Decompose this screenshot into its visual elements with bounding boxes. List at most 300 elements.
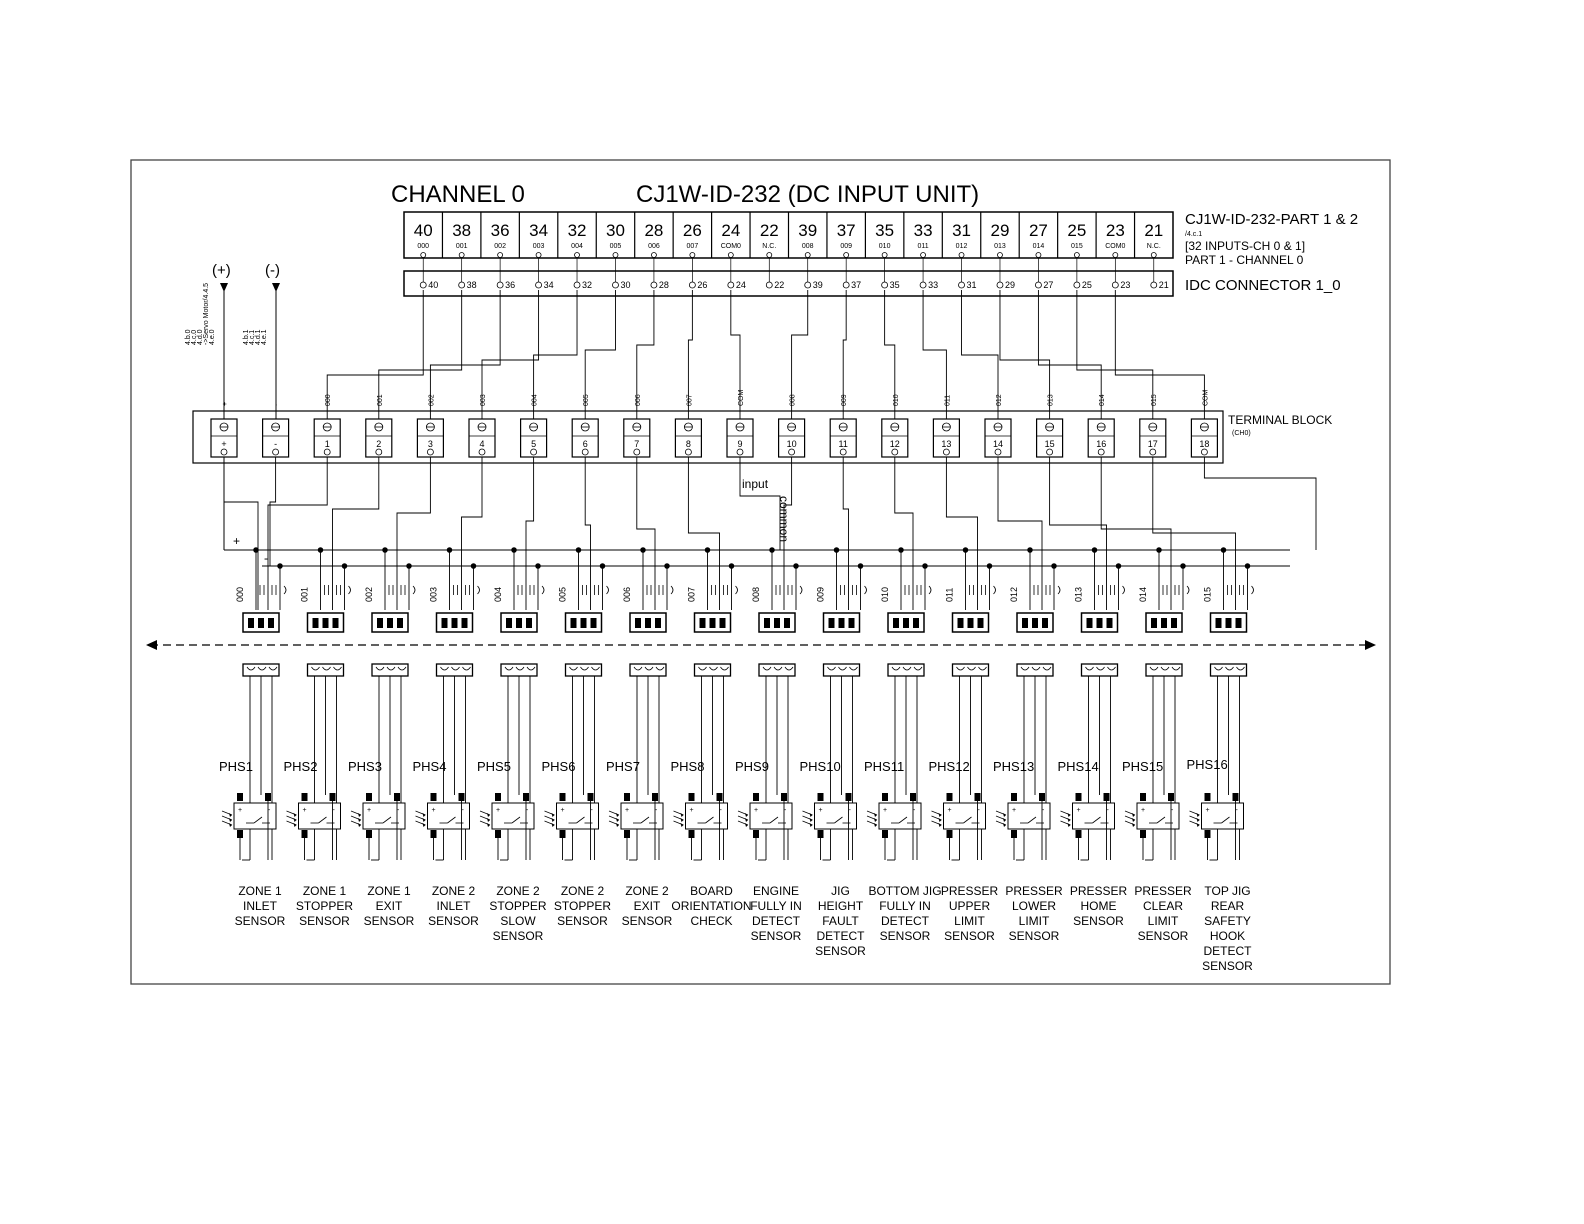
sensor-terminal: [431, 793, 437, 801]
supply-plus-ref: 4.e.0: [209, 329, 216, 345]
sensor-terminal: [523, 793, 529, 801]
sensor-terminal: [560, 793, 566, 801]
idc-pins: [420, 258, 1169, 290]
idc-pin-contact: [1035, 282, 1041, 288]
sensor-tag: PHS1: [219, 759, 253, 774]
idc-pin-number: 32: [582, 280, 593, 290]
sensor-name-line: SENSOR: [428, 914, 479, 928]
terminal: [779, 419, 805, 457]
sensor-terminal: [689, 830, 695, 838]
light-arrow-icon: [487, 813, 490, 817]
plug-address-label: 009: [815, 586, 826, 602]
unit-pin-number: 30: [606, 221, 625, 240]
sensor-tag: PHS2: [283, 759, 318, 774]
bus-junction: [794, 564, 799, 569]
light-arrow-icon: [1132, 813, 1135, 817]
idc-pin-contact: [805, 282, 811, 288]
plug-pin: [710, 618, 716, 628]
idc-pin-number: 37: [851, 280, 862, 290]
bus-junction: [729, 564, 734, 569]
terminal-top-label: 007: [686, 394, 694, 406]
terminals: [211, 390, 1217, 458]
sensor-polarity: -: [719, 807, 722, 814]
light-arrow-icon: [229, 823, 232, 827]
sensor-terminal: [947, 793, 953, 801]
sensor-polarity: -: [1042, 807, 1045, 814]
plug-pin: [1032, 618, 1038, 628]
sensor-terminal: [366, 793, 372, 801]
terminal: [830, 419, 856, 457]
sensor-terminal: [1205, 830, 1211, 838]
supply-plus-label: (+): [212, 262, 231, 279]
sensor-polarity: -: [655, 807, 658, 814]
unit-pin-code: 015: [1071, 243, 1083, 250]
plug-latch-icon: [413, 586, 415, 594]
unit-title: CJ1W-ID-232 (DC INPUT UNIT): [636, 181, 980, 208]
sensor-tag: PHS11: [864, 759, 905, 774]
terminal-number: 15: [1044, 439, 1055, 449]
unit-pin-contact: [536, 253, 541, 258]
terminal-block: [193, 411, 1223, 463]
plug-latch-icon: [800, 586, 802, 594]
plug-pin: [581, 618, 587, 628]
plug-address-label: 013: [1073, 586, 1084, 602]
bus-junction: [576, 548, 581, 553]
bus-junction: [536, 564, 541, 569]
light-arrow-icon: [423, 818, 426, 822]
plug-address-label: 000: [235, 586, 245, 602]
terminal-top-label: 012: [996, 394, 1003, 406]
note-input: input: [742, 477, 769, 491]
sensor-name-line: DETECT: [881, 914, 929, 928]
plug-pin: [958, 618, 964, 628]
unit-pin-number: 25: [1067, 221, 1087, 240]
sensor-name-line: HOME: [1080, 899, 1117, 913]
sensor-terminal: [495, 830, 501, 838]
light-arrow-icon: [681, 813, 684, 817]
bus-junction: [600, 564, 605, 569]
idc-pin-number: 23: [1120, 280, 1131, 290]
sensor-name-line: LIMIT: [954, 914, 985, 928]
sensor-name-line: CLEAR: [1142, 899, 1184, 913]
idc-pin-number: 26: [697, 280, 708, 290]
sensor-terminal: [394, 793, 400, 801]
terminal-number: 16: [1096, 439, 1107, 449]
unit-pin-number: 27: [1028, 221, 1048, 240]
bus-junction: [641, 548, 646, 553]
idc-connector: [404, 271, 1173, 296]
light-arrow-icon: [294, 813, 297, 817]
light-arrow-icon: [939, 818, 942, 822]
separator-right-arrow-icon: [1365, 640, 1376, 650]
unit-pin-code: COM0: [1105, 243, 1126, 250]
sensor-polarity: +: [431, 807, 436, 814]
plug-pin: [913, 618, 919, 628]
light-arrow-icon: [745, 813, 748, 817]
unit-pin-contact: [421, 253, 426, 258]
unit-pin-contact: [1151, 253, 1156, 258]
plug-latch-icon: [929, 586, 931, 594]
plug-pin: [700, 618, 706, 628]
terminal-number: -: [274, 439, 278, 449]
terminal-top-label: 014: [1099, 394, 1107, 406]
terminal: [521, 419, 547, 457]
unit-pin-code: 002: [494, 243, 506, 250]
unit-pin-code: 012: [955, 243, 968, 250]
sensor-name-line: SENSOR: [1073, 914, 1124, 928]
unit-pin-number: 23: [1105, 221, 1125, 240]
light-arrow-icon: [1003, 818, 1006, 822]
terminal-number: 9: [737, 439, 743, 449]
sensor-terminal: [1104, 793, 1110, 801]
plug-pin: [849, 618, 855, 628]
sensor-name-line: INLET: [436, 899, 471, 913]
terminal-top-label: 015: [1150, 394, 1158, 406]
idc-pin-contact: [689, 282, 695, 288]
idc-pin-number: 30: [620, 280, 631, 290]
sensor-terminal: [459, 793, 465, 801]
light-arrow-icon: [1197, 823, 1200, 827]
sensor-terminal: [1011, 830, 1017, 838]
sensor-tag: PHS10: [799, 759, 841, 774]
unit-pin-contact: [498, 253, 503, 258]
sensor-terminal: [818, 830, 824, 838]
idc-pin-number: 39: [812, 280, 823, 290]
plug-latch-icon: [607, 586, 609, 594]
light-arrow-icon: [1197, 813, 1200, 817]
sensor-terminal: [781, 793, 787, 801]
unit-pin-number: 29: [990, 221, 1010, 240]
sensor-name-line: ZONE 1: [238, 884, 282, 898]
plug-pin: [635, 618, 641, 628]
sensor-tag: PHS12: [928, 759, 970, 774]
sensor-name-line: DETECT: [816, 929, 865, 943]
bus-junction: [1221, 548, 1226, 553]
plug-pin: [1087, 618, 1093, 628]
terminal-number: 8: [685, 439, 691, 449]
plug-pin: [248, 618, 254, 628]
plug-address-label: 015: [1202, 586, 1213, 602]
idc-pin-contact: [1074, 282, 1080, 288]
unit-pin-contact: [690, 253, 695, 258]
light-arrow-icon: [294, 818, 297, 822]
sensor-tag: PHS13: [993, 759, 1035, 774]
sensor-terminal: [330, 793, 336, 801]
plug-pin: [968, 618, 974, 628]
terminal-number: 14: [992, 439, 1004, 449]
unit-pin-code: 007: [686, 243, 699, 250]
bus-junction: [705, 548, 710, 553]
sensor-terminal: [1039, 793, 1045, 801]
plug-pin: [1022, 618, 1028, 628]
unit-pin-number: 38: [452, 221, 472, 240]
sensor-name-line: EXIT: [633, 899, 661, 913]
idc-pin-contact: [574, 282, 580, 288]
idc-pin-number: 31: [966, 280, 977, 290]
sensor-name-line: PRESSER: [1005, 884, 1063, 898]
light-arrow-icon: [229, 818, 232, 822]
idc-pin-number: 27: [1043, 280, 1054, 290]
idc-pin-contact: [959, 282, 965, 288]
sensor-terminal: [237, 830, 243, 838]
light-arrow-icon: [552, 818, 555, 822]
sensor-terminal: [1076, 830, 1082, 838]
terminal: [1191, 419, 1217, 457]
sensor-name-line: ZONE 2: [431, 884, 476, 898]
idc-pin-number: 34: [543, 280, 554, 290]
bus-junction: [1245, 564, 1250, 569]
terminal-block-sub: (CH0): [1232, 430, 1251, 437]
unit-pin-number: 26: [682, 221, 702, 240]
sensor-name-line: PRESSER: [1069, 884, 1128, 898]
plug-latch-icon: [736, 586, 738, 594]
light-arrow-icon: [552, 823, 555, 827]
terminal: [985, 419, 1011, 457]
light-arrow-icon: [616, 823, 619, 827]
unit-pin-contact: [767, 253, 772, 258]
plug-latch-icon: [349, 586, 351, 594]
light-arrow-icon: [358, 823, 361, 827]
sensor-tag: PHS16: [1186, 757, 1228, 772]
plug-address-label: 008: [751, 586, 761, 602]
sensor-terminal: [237, 793, 243, 801]
sensor-name-line: STOPPER: [489, 899, 547, 913]
terminal-top-label: 003: [480, 394, 487, 406]
terminal-number: 6: [582, 439, 588, 449]
unit-pin-contact: [651, 253, 656, 258]
sensors: [219, 676, 1253, 973]
sensor-terminal: [1140, 793, 1146, 801]
idc-pin-number: 24: [735, 280, 746, 290]
sensor-name-line: SENSOR: [879, 929, 931, 943]
unit-pin-number: 32: [567, 221, 587, 240]
sensor-polarity: +: [818, 807, 823, 814]
sensor-name-line: SENSOR: [621, 914, 673, 928]
terminal-top-label: COM: [1202, 389, 1210, 406]
supply-minus-ref: 4.d.1: [255, 329, 262, 345]
terminal-block-label: TERMINAL BLOCK: [1228, 413, 1333, 427]
sensor-polarity: -: [1235, 807, 1238, 814]
sensor-name-line: JIG: [831, 884, 850, 898]
plug-pin: [1216, 618, 1222, 628]
sensor-name-line: LOWER: [1011, 899, 1057, 913]
sensor-tag: PHS7: [606, 759, 640, 774]
terminal-top-label: -: [273, 403, 281, 406]
unit-pin-contact: [1074, 253, 1079, 258]
sensor-terminal: [560, 830, 566, 838]
inputs-label: [32 INPUTS-CH 0 & 1]: [1185, 239, 1306, 253]
idc-pin-contact: [920, 282, 926, 288]
sensor-name-line: SENSOR: [815, 944, 866, 958]
bus-junction: [471, 564, 476, 569]
sensor-name-line: SAFETY: [1204, 914, 1251, 928]
plug-latch-icon: [1187, 586, 1189, 594]
plug-pin: [323, 618, 329, 628]
terminal: [572, 419, 598, 457]
terminal-number: 5: [531, 439, 537, 449]
sensor-terminal: [495, 793, 501, 801]
sensor-polarity: -: [461, 807, 464, 814]
sensor-name-line: CHECK: [690, 914, 733, 928]
idc-label: IDC CONNECTOR 1_0: [1185, 277, 1341, 294]
unit-pin-number: 35: [875, 221, 895, 240]
plug-address-label: 002: [364, 586, 374, 602]
light-arrow-icon: [616, 818, 619, 822]
sensor-tag: PHS3: [348, 759, 382, 774]
plug-latch-icon: [542, 586, 544, 594]
unit-pin-contact: [844, 253, 849, 258]
light-arrow-icon: [681, 818, 684, 822]
unit-pin-number: 28: [644, 221, 664, 240]
plug-address-label: 001: [299, 586, 310, 602]
bus-junction: [1157, 548, 1162, 553]
part-channel-label: PART 1 - CHANNEL 0: [1185, 253, 1304, 267]
sensor-tag: PHS6: [541, 759, 576, 774]
sensor-name-line: ZONE 2: [496, 884, 540, 898]
plug-pin: [268, 618, 274, 628]
unit-pin-contact: [728, 253, 733, 258]
sensor-name-line: INLET: [242, 899, 278, 913]
sensor-name-line: SENSOR: [234, 914, 286, 928]
plug-pin: [377, 618, 383, 628]
unit-pin-code: 009: [840, 243, 853, 250]
sensor-name-line: BOARD: [690, 884, 733, 898]
plug-pin: [655, 618, 661, 628]
sensor-name-line: SENSOR: [1137, 929, 1189, 943]
bus-minus-label: -: [264, 551, 268, 565]
plug-pin: [893, 618, 899, 628]
light-arrow-icon: [423, 823, 426, 827]
light-arrow-icon: [487, 823, 490, 827]
sensor-name-line: FAULT: [822, 914, 859, 928]
unit-pin-code: N.C.: [762, 243, 777, 250]
unit-pin-code: 003: [532, 243, 545, 250]
plug-pin: [903, 618, 909, 628]
unit-pin-contact: [459, 253, 464, 258]
sensor-terminal: [882, 830, 888, 838]
sensor-tag: PHS9: [735, 759, 769, 774]
unit-pin-number: 21: [1144, 221, 1164, 240]
bus-plus-label: +: [233, 534, 241, 548]
unit-pin-number: 34: [529, 221, 549, 240]
light-arrow-icon: [1132, 818, 1135, 822]
sensor-terminal: [1011, 793, 1017, 801]
sensor-tag: PHS15: [1122, 759, 1164, 774]
plug-pin: [1236, 618, 1242, 628]
plug-pin: [442, 618, 448, 628]
sensor-polarity: +: [754, 807, 759, 814]
terminal: [1140, 419, 1166, 457]
plug-pin: [452, 618, 458, 628]
unit-pin-contact: [921, 253, 926, 258]
supply-plus-ref: ->Servo Motor/4.4.5: [203, 282, 210, 345]
unit-pin-number: 36: [490, 221, 510, 240]
sensor-terminal: [818, 793, 824, 801]
terminal: [727, 419, 753, 457]
sensor-name-line: SENSOR: [363, 914, 415, 928]
supply-minus-label: (-): [265, 262, 280, 279]
sensor-tag: PHS4: [412, 759, 447, 774]
bus-junction: [278, 564, 283, 569]
unit-pin-number: 24: [721, 221, 741, 240]
terminal-top-label: 005: [583, 394, 591, 406]
separator-left-arrow-icon: [146, 640, 157, 650]
plug-pin: [333, 618, 339, 628]
plug-pin: [591, 618, 597, 628]
sensor-terminal: [947, 830, 953, 838]
plug-pin: [839, 618, 845, 628]
sensor-terminal: [910, 793, 916, 801]
plug-latch-icon: [1058, 586, 1060, 594]
sensor-name-line: UPPER: [948, 899, 991, 913]
terminal: [624, 419, 650, 457]
sensor-polarity: +: [1205, 807, 1210, 814]
sensor-name-line: DETECT: [1203, 944, 1252, 958]
sensor-name-line: SENSOR: [557, 914, 608, 928]
plug-pin: [1097, 618, 1103, 628]
unit-pin-code: 010: [878, 243, 891, 250]
sensor-name-line: ZONE 1: [367, 884, 411, 898]
unit-pin-number: 31: [952, 221, 971, 240]
terminal: [314, 419, 340, 457]
sensor-polarity: +: [625, 807, 630, 814]
plug-pin: [506, 618, 512, 628]
plug-pin: [462, 618, 468, 628]
plug-pin: [774, 618, 780, 628]
unit-pin-code: 000: [417, 243, 430, 250]
terminal: [211, 419, 237, 457]
sensor-terminal: [717, 793, 723, 801]
supply-minus-ref: 4.c.1: [249, 329, 256, 345]
note-common: common: [777, 496, 791, 543]
bus-junction: [447, 548, 452, 553]
supply-plus-ref: 4.c.0: [191, 329, 198, 345]
sensor-name-line: SENSOR: [1202, 959, 1253, 973]
plug-address-label: 014: [1138, 586, 1148, 602]
sensor-polarity: +: [238, 807, 243, 814]
idc-pin-number: 29: [1004, 280, 1015, 290]
light-arrow-icon: [810, 818, 813, 822]
plug-pin: [1151, 618, 1157, 628]
light-arrow-icon: [358, 818, 361, 822]
terminal: [263, 419, 289, 457]
sensor-terminal: [265, 793, 271, 801]
sensor-name-line: LIMIT: [1147, 914, 1179, 928]
terminal-number: 11: [838, 439, 848, 449]
unit-pin-code: 014: [1032, 243, 1045, 250]
light-arrow-icon: [874, 818, 877, 822]
sensor-polarity: -: [332, 807, 335, 814]
plug-pin: [829, 618, 835, 628]
unit-pin-code: 008: [801, 243, 814, 250]
sensor-polarity: -: [977, 807, 980, 814]
unit-pin-contact: [1113, 253, 1118, 258]
terminal-number: +: [221, 439, 227, 449]
unit-pin-number: 22: [759, 221, 779, 240]
idc-pin-number: 25: [1081, 280, 1092, 290]
light-arrow-icon: [939, 823, 942, 827]
idc-pin-number: 28: [658, 280, 669, 290]
idc-pin-contact: [843, 282, 849, 288]
plug-latch-icon: [284, 586, 286, 594]
sensor-name-line: PRESSER: [1134, 884, 1192, 898]
light-arrow-icon: [745, 818, 748, 822]
light-arrow-icon: [1132, 823, 1135, 827]
sensor-name-line: SLOW: [500, 914, 536, 928]
sensor-polarity: +: [496, 807, 501, 814]
sensor-polarity: +: [560, 807, 565, 814]
light-arrow-icon: [616, 813, 619, 817]
